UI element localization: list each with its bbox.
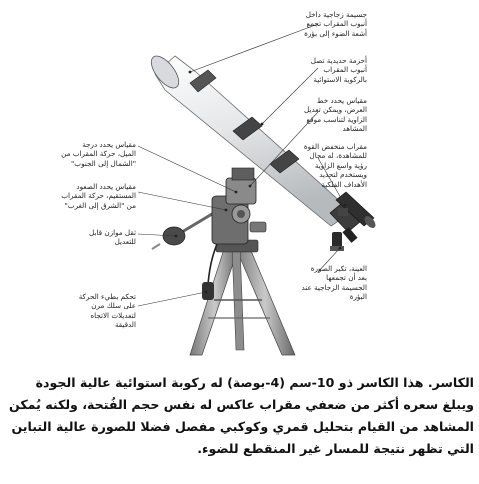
slow-motion-knob xyxy=(202,282,214,300)
label-eyepiece: العينة، تكبر الصورة بعد أن تجمعها الجسيمة الزجاجية عند البؤرة xyxy=(301,264,367,302)
counterweight xyxy=(152,208,222,249)
eyepiece xyxy=(330,232,344,251)
label-finder-scope: مقراب منخفض القوة للمشاهدة، له مجال رؤية واسع الزاوية ويستخدم لتحديد الأهداف الفلكية xyxy=(303,142,367,189)
label-counterweight: ثقل موازن قابل للتعديل xyxy=(88,228,136,247)
label-latitude-scale: مقياس يحدد خط العرض، ويمكن تعديل الزاوية لتناسب موقع المشاهد xyxy=(304,96,367,134)
label-glass-body: جسيمة زجاجية داخل أنبوب المقراب تجمع أشعة الضوء إلى بؤرة xyxy=(304,10,367,38)
label-slow-motion: تحكم بطيء الحركة على سلك مرن لتعديلات الاتجاه الدقيقة xyxy=(78,292,136,330)
label-iron-belts: أحزمة حديدية تصل أنبوب المقراب بالركوبة الاستوائية xyxy=(310,56,367,84)
figure-caption: الكاسر. هذا الكاسر ذو 10-سم (4-بوصة) له ركوبة استوائية عالية الجودة ويبلغ سعره أكثر من ضعفي مقراب عاكس له نفس حجم الفُتحة، ولكنه يُمكن المشاهد من القيام بتحليل قمري وكوكبي مفصل فضلا للصورة عالية التباين التي تظهر نتيجة للمسار غير المنقطع للضوء. xyxy=(9,375,474,456)
label-declination-scale: مقياس يحدد درجة الميل، حركة المقراب من "الشمال إلى الجنوب" xyxy=(61,140,136,168)
label-ra-scale: مقياس يحدد الصعود المستقيم، حركة المقراب من "الشرق إلى الغرب" xyxy=(61,182,136,210)
